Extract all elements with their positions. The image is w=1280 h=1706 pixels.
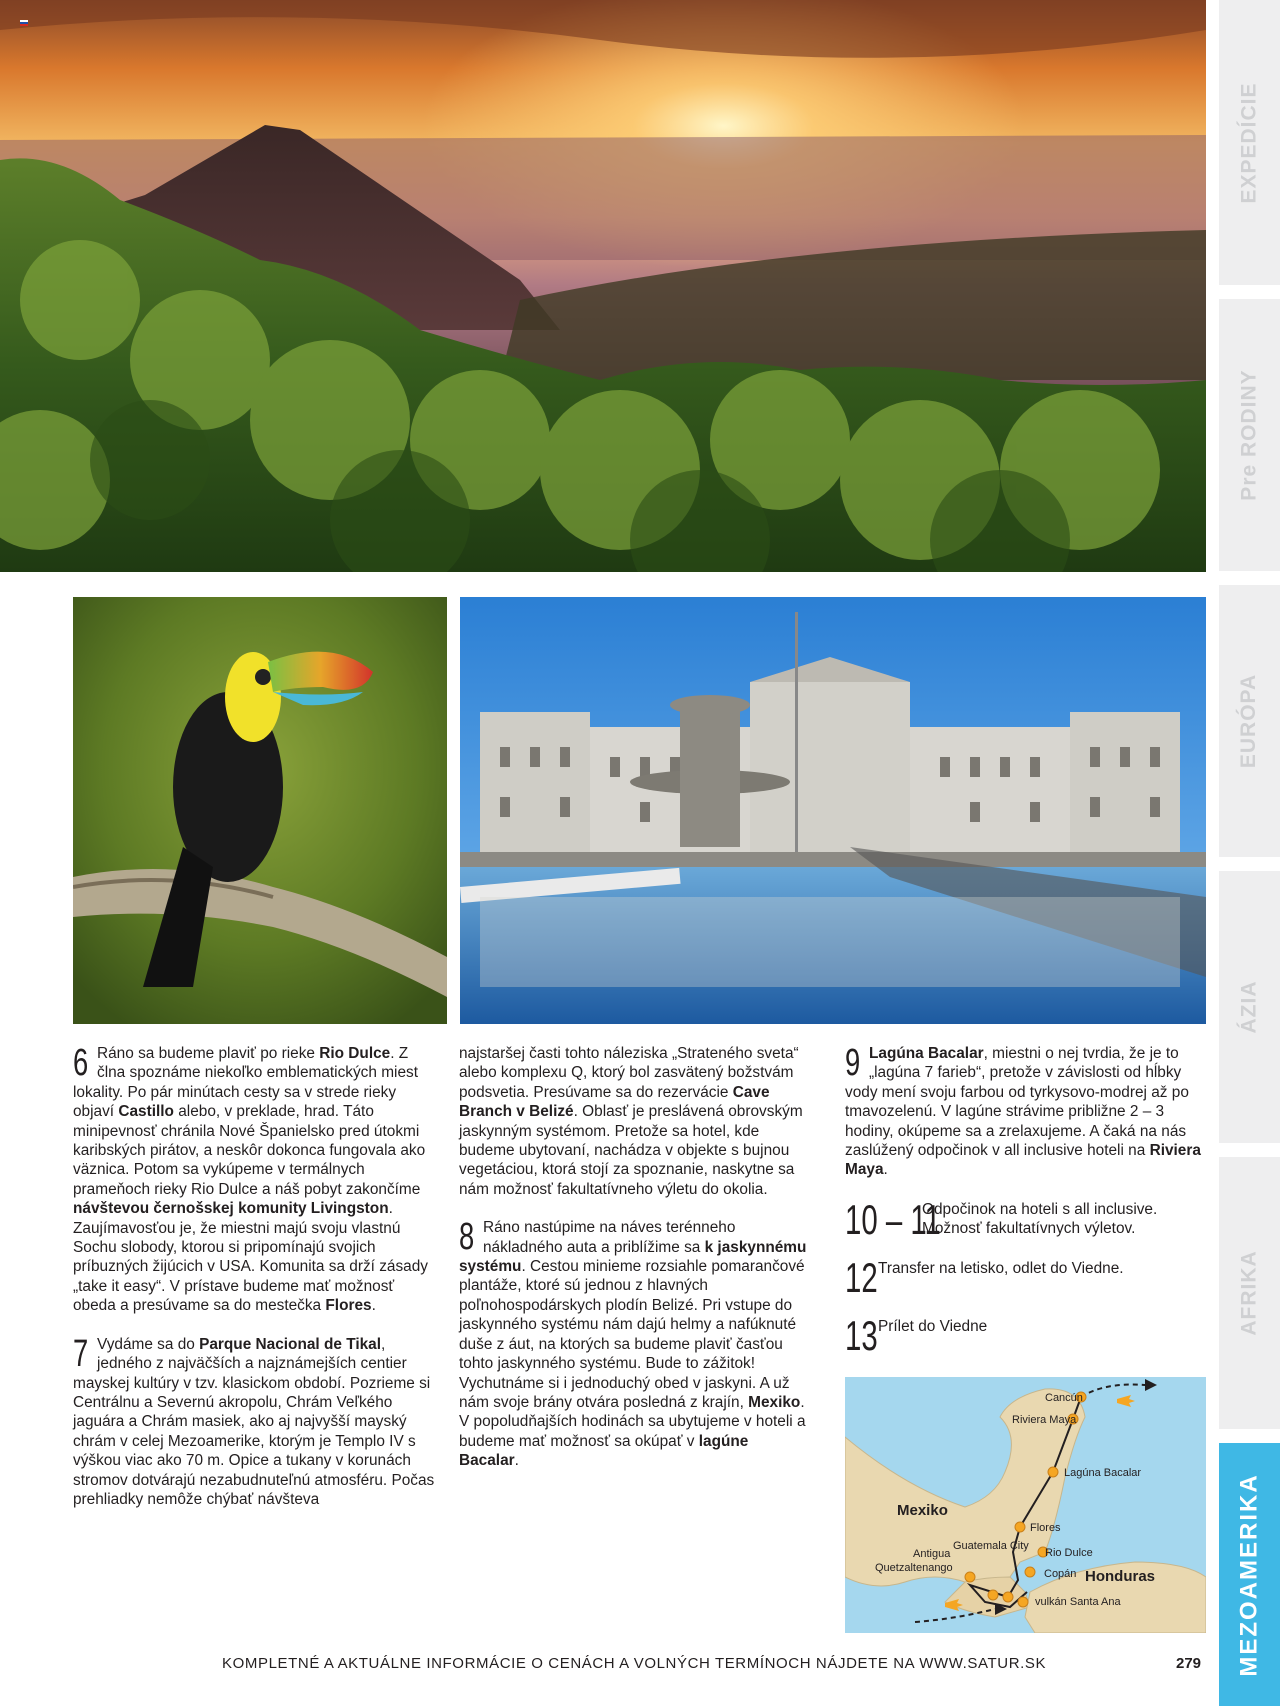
tab-afrika[interactable]: [1219, 1157, 1280, 1429]
map-label-cancun: Cancún: [1045, 1392, 1083, 1404]
map-point-guatemala-city: [1003, 1592, 1013, 1602]
map-point-copan: [1025, 1567, 1035, 1577]
map-point-bacalar: [1048, 1467, 1058, 1477]
day-13-number: 13: [845, 1312, 878, 1359]
text-column-2: [459, 1044, 811, 1471]
day-6-paragraph: 6 Ráno sa budeme plaviť po rieke Rio Dulce. Z člna spoznáme niekoľko emblematických miest lokality. Po pár minútach cesty sa v strede rieky objaví Castillo alebo, v preklade, hrad. Táto minipevnosť chránila Nové Španielsko pred útokmi karibských pirátov, a neskôr dokonca fungovala ako väznica. Potom sa vykúpeme v termálnych prameňoch rieky Rio Dulce a náš pobyt zakončíme návštevou černošskej komunity Livingston. Zaujímavosťou je, že miestni majú svoju vlastnú Sochu slobody, ktorou si pripomínajú svojich príbuzných žijúcich v USA. Komunita sa drží zásady „take it easy“. V prístave budeme mať možnosť obeda a presúvame sa do mestečka Flores.: [73, 1042, 428, 1315]
footer-text: KOMPLETNÉ A AKTUÁLNE INFORMÁCIE O CENÁCH A VOLNÝCH TERMÍNOCH NÁJDETE NA WWW.SATUR.SK: [222, 1655, 1047, 1672]
day-13-text: Prílet do Viedne: [878, 1318, 988, 1335]
map-label-copan: Copán: [1044, 1568, 1077, 1580]
map-point-flores: [1015, 1522, 1025, 1532]
day-7-paragraph: 7 Vydáme sa do Parque Nacional de Tikal, jedného z najväčších a najznámejších centier mayskej kultúry v tzv. klasickom období. Pozrieme si Centrálnu a Severnú akropolu, Chrám Veľkého jaguára a Chrám masiek, ako aj najvyšší mayský chrám v celej Mezoamerike, ktorým je Templo IV s výškou viac ako 70 m. Opice a tukany v korunách stromov dotvárajú nezabudnuteľnú atmosféru. Počas prehliadky nemôže chýbať návšteva: [73, 1332, 435, 1508]
map-label-honduras: Honduras: [1085, 1568, 1156, 1585]
map-label-flores: Flores: [1030, 1522, 1061, 1534]
day-number: 9: [845, 1042, 861, 1084]
tab-label: ÁZIA: [1237, 980, 1261, 1034]
map-label-riviera-maya: Riviera Maya: [1012, 1414, 1077, 1426]
map-label-santa-ana: vulkán Santa Ana: [1035, 1596, 1121, 1608]
map-point-quetzaltenango: [965, 1572, 975, 1582]
tab-label: MEZOAMERIKA: [1235, 1472, 1263, 1677]
route-map: [845, 1377, 1206, 1633]
day-number: 7: [73, 1332, 89, 1375]
map-label-mexico: Mexiko: [897, 1502, 948, 1519]
tab-europa[interactable]: [1219, 585, 1280, 857]
tab-azia[interactable]: [1219, 871, 1280, 1143]
day-12-number: 12: [845, 1254, 878, 1301]
day-8-paragraph: 8 Ráno nastúpime na náves terénneho nákladného auta a priblížime sa k jaskynnému systému. Cestou minieme rozsiahle pomarančové plantáže, ktoré sú jednou z hlavných poľnohospodárskych plodín Belizé. Pri vstupe do jaskynného systému nám dajú helmy a nafúknuté duše z áut, na ktorých sa budeme plaviť časťou tohto jaskynného systému. Bude to zážitok! Vychutnáme si i jednoduchý obed v jaskyni. A už nám svoje brány otvára posledná z krajín, Mexiko. V popoludňajších hodinách sa ubytujeme v hoteli a budeme mať možnosť sa okúpať v lagúne Bacalar.: [459, 1216, 807, 1470]
tab-label: AFRIKA: [1237, 1250, 1261, 1336]
map-label-quetzaltenango: Quetzaltenango: [875, 1562, 953, 1574]
tab-pre-rodiny[interactable]: [1219, 299, 1280, 571]
page-number: 279: [1176, 1655, 1202, 1672]
tab-label: EXPEDÍCIE: [1237, 81, 1261, 204]
day-9-paragraph: 9 Lagúna Bacalar, miestni o nej tvrdia, že je to „lagúna 7 farieb“, pretože v závislosti od hĺbky vody mení svoju farbou od tyrkysovo-modrej až po tmavozelenú. V lagúne strávime približne 2 – 3 hodiny, okúpeme sa a zrelaxujeme. A čaká na nás zaslúžený odpočinok v all inclusive hoteli na Riviera Maya.: [845, 1042, 1201, 1179]
text-column-3: [845, 1044, 1206, 1180]
day-number: 8: [459, 1216, 475, 1259]
tab-label: EURÓPA: [1237, 673, 1261, 769]
hero-volcano-photo: [0, 0, 1206, 572]
toucan-photo: [73, 597, 447, 1024]
flag-icon: [20, 20, 28, 26]
map-label-guatemala-city: Guatemala City: [953, 1540, 1029, 1552]
map-label-antigua: Antigua: [913, 1548, 951, 1560]
text-column-1: [73, 1044, 439, 1509]
tab-expedicie[interactable]: [1219, 0, 1280, 285]
day-12-text: Transfer na letisko, odlet do Viedne.: [878, 1260, 1124, 1277]
palace-photo: [460, 597, 1206, 1024]
day-number: 6: [73, 1042, 89, 1084]
map-point-santa-ana: [1018, 1597, 1028, 1607]
side-navigation: [1219, 0, 1280, 1706]
map-point-antigua: [988, 1590, 998, 1600]
tab-mezoamerika[interactable]: [1219, 1443, 1280, 1706]
tab-label: Pre RODINY: [1237, 369, 1261, 501]
map-label-rio-dulce: Rio Dulce: [1045, 1547, 1093, 1559]
day-10-11-number: 10 – 11: [845, 1196, 941, 1243]
day-10-11-text: Odpočinok na hoteli s all inclusive. Možnosť fakultatívnych výletov.: [922, 1201, 1158, 1238]
map-label-bacalar: Lagúna Bacalar: [1064, 1467, 1142, 1479]
day-7-text-cont: najstaršej časti tohto náleziska „Strateného sveta“ alebo komplexu Q, ktorý bol zasvätený božstvám podsvetia. Presúvame sa do rezervácie: [459, 1045, 799, 1101]
day-7-continuation: najstaršej časti tohto náleziska „Strateného sveta“ alebo komplexu Q, ktorý bol zasvätený božstvám podsvetia. Presúvame sa do rezervácie Cave Branch v Belizé. Oblasť je preslávená obrovským jaskynným systémom. Pretože sa hotel, kde budeme ubytovaní, nachádza v objekte s bujnou vegetáciou, ktorá stojí za spoznanie, naskytne sa nám možnosť fakultatívneho výletu do okolia.: [459, 1045, 803, 1198]
